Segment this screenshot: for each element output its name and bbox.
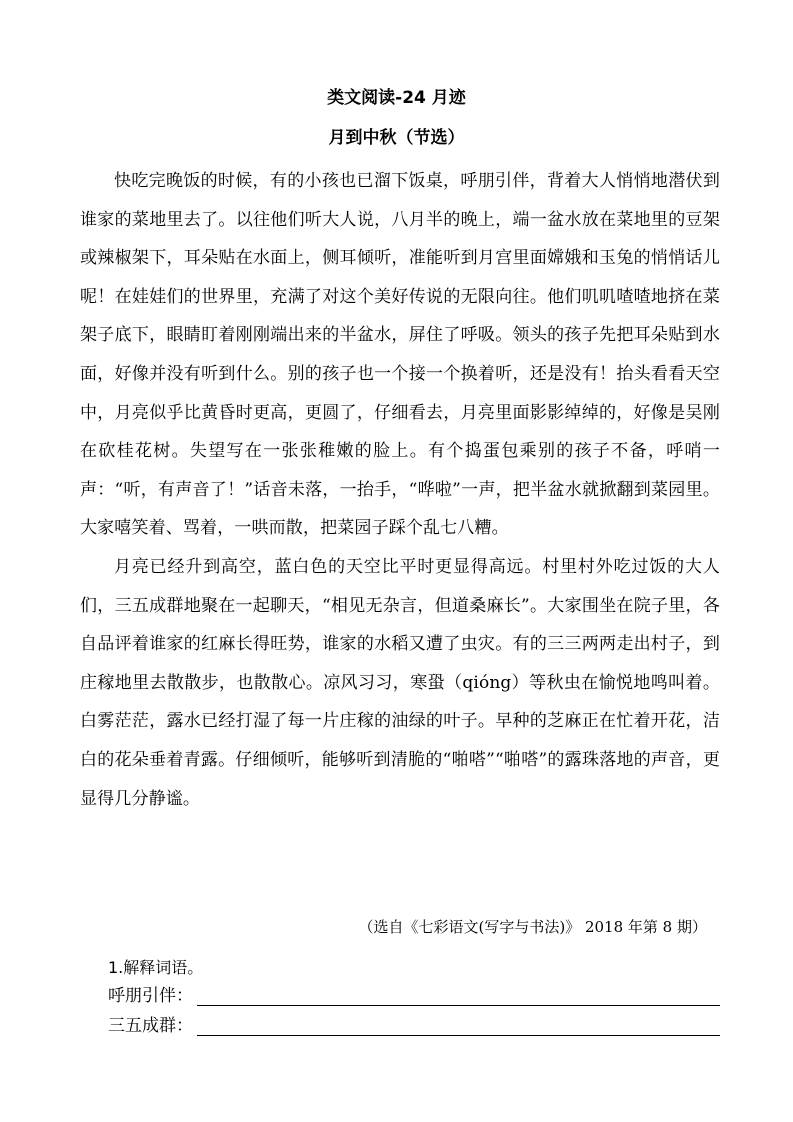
term-label: 三五成群： — [108, 1016, 193, 1036]
page-title: 类文阅读-24 月迹 — [327, 88, 466, 108]
answer-row-hupengyinban — [108, 984, 720, 1008]
term-label: 呼朋引伴： — [108, 986, 193, 1006]
article-paragraph-2: 月亮已经升到高空，蓝白色的天空比平时更显得高远。村里村外吃过饭的大人们，三五成群地聚在一起聊天，“相见无杂言，但道桑麻长”。大家围坐在院子里，各自品评着谁家的红麻长得旺势，谁家的水稻又遭了虫灾。有的三三两两走出村子，到庄稼地里去散散步，也散散心。凉风习习，寒蛩（qióng）等秋虫在愉悦地鸣叫着。白雾茫茫，露水已经打湿了每一片庄稼的油绿的叶子。早种的芝麻正在忙着开花，洁白的花朵垂着青露。仔细倾听，能够听到清脆的“啪嗒”“啪嗒”的露珠落地的声音，更显得几分静谧。 — [80, 556, 720, 809]
article-body — [80, 162, 720, 818]
article-source: （选自《七彩语文(写字与书法)》 2018 年第 8 期） — [358, 918, 707, 936]
article-paragraph-1: 快吃完晚饭的时候，有的小孩也已溜下饭桌，呼朋引伴，背着大人悄悄地潜伏到谁家的菜地里去了。以往他们听大人说，八月半的晚上，端一盆水放在菜地里的豆架或辣椒架下，耳朵贴在水面上，侧耳倾听，准能听到月宫里面嫦娥和玉兔的悄悄话儿呢！在娃娃们的世界里，充满了对这个美好传说的无限向往。他们叽叽喳喳地挤在菜架子底下，眼睛盯着刚刚端出来的半盆水，屏住了呼吸。领头的孩子先把耳朵贴到水面，好像并没有听到什么。别的孩子也一个接一个换着听，还是没有！抬头看看天空中，月亮似乎比黄昏时更高，更圆了，仔细看去，月亮里面影影绰绰的，好像是吴刚在砍桂花树。失望写在一张张稚嫩的脸上。有个捣蛋包乘别的孩子不备，呼哨一声：“听，有声音了！”话音未落，一抬手，“哗啦”一声，把半盆水就掀翻到菜园里。大家嘻笑着、骂着，一哄而散，把菜园子踩个乱七八糟。 — [80, 171, 720, 539]
article-title: 月到中秋（节选） — [328, 128, 465, 148]
answer-row-sanwuchengqun — [108, 1014, 720, 1038]
question-1-title: 1.解释词语。 — [108, 958, 204, 977]
answer-line[interactable] — [197, 1015, 720, 1036]
answer-line[interactable] — [197, 985, 720, 1006]
